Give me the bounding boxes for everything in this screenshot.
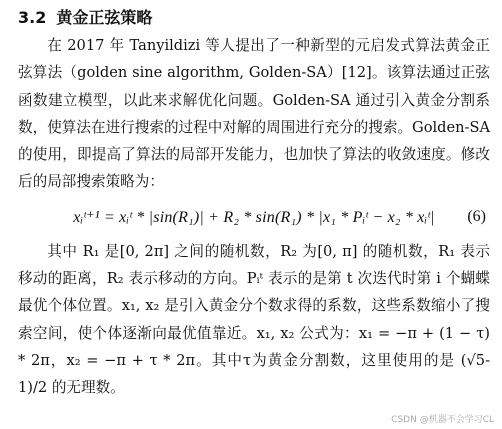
section-heading (18, 6, 490, 30)
paragraph-explanation: 其中 R₁ 是[0, 2π] 之间的随机数，R₂ 为[0, π] 的随机数，R₁ 表示移动的距离，R₂ 表示移动的方向。Pᵢᵗ 表示的是第 t 次迭代时第 i 个蝴蝶最优个体位置。x₁, x₂ 是引入黄金分个数求得的系数，这些系数缩小了搜索空间，使个体逐渐向最优值靠近。x₁, x₂ 公式为：x₁ = −π + (1 − τ) * 2π，x₂ = −π + τ * 2π。其中τ为黄金分割数，这里使用的是 (√5-1)/2 的无理数。 (18, 242, 490, 397)
equation-body: xᵢᵗ⁺¹ = xᵢᵗ * |sin(R₁)| + R₂ * sin(R₁) * |x₁ * Pᵢᵗ − x₂ * xᵢᵗ| (73, 208, 435, 226)
section-title: 黄金正弦策略 (56, 8, 153, 27)
paper-page (18, 6, 490, 402)
equation-6 (18, 197, 490, 237)
equation-number: (6) (467, 207, 486, 225)
paragraph-intro: 在 2017 年 Tanyildizi 等人提出了一种新型的元启发式算法黄金正弦算法（golden sine algorithm, Golden-SA）[12]。该算法通过正弦函数建立模型，以此来求解优化问题。Golden-SA 通过引入黄金分割系数，使算法在进行搜索的过程中对解的周围进行充分的搜索。Golden-SA 的使用，即提高了算法的局部开发能力，也加快了算法的收敛速度。修改后的局部搜索策略为： (18, 37, 490, 191)
section-number: 3.2 (18, 8, 47, 27)
watermark: CSDN @机器不会学习CL (391, 415, 494, 425)
